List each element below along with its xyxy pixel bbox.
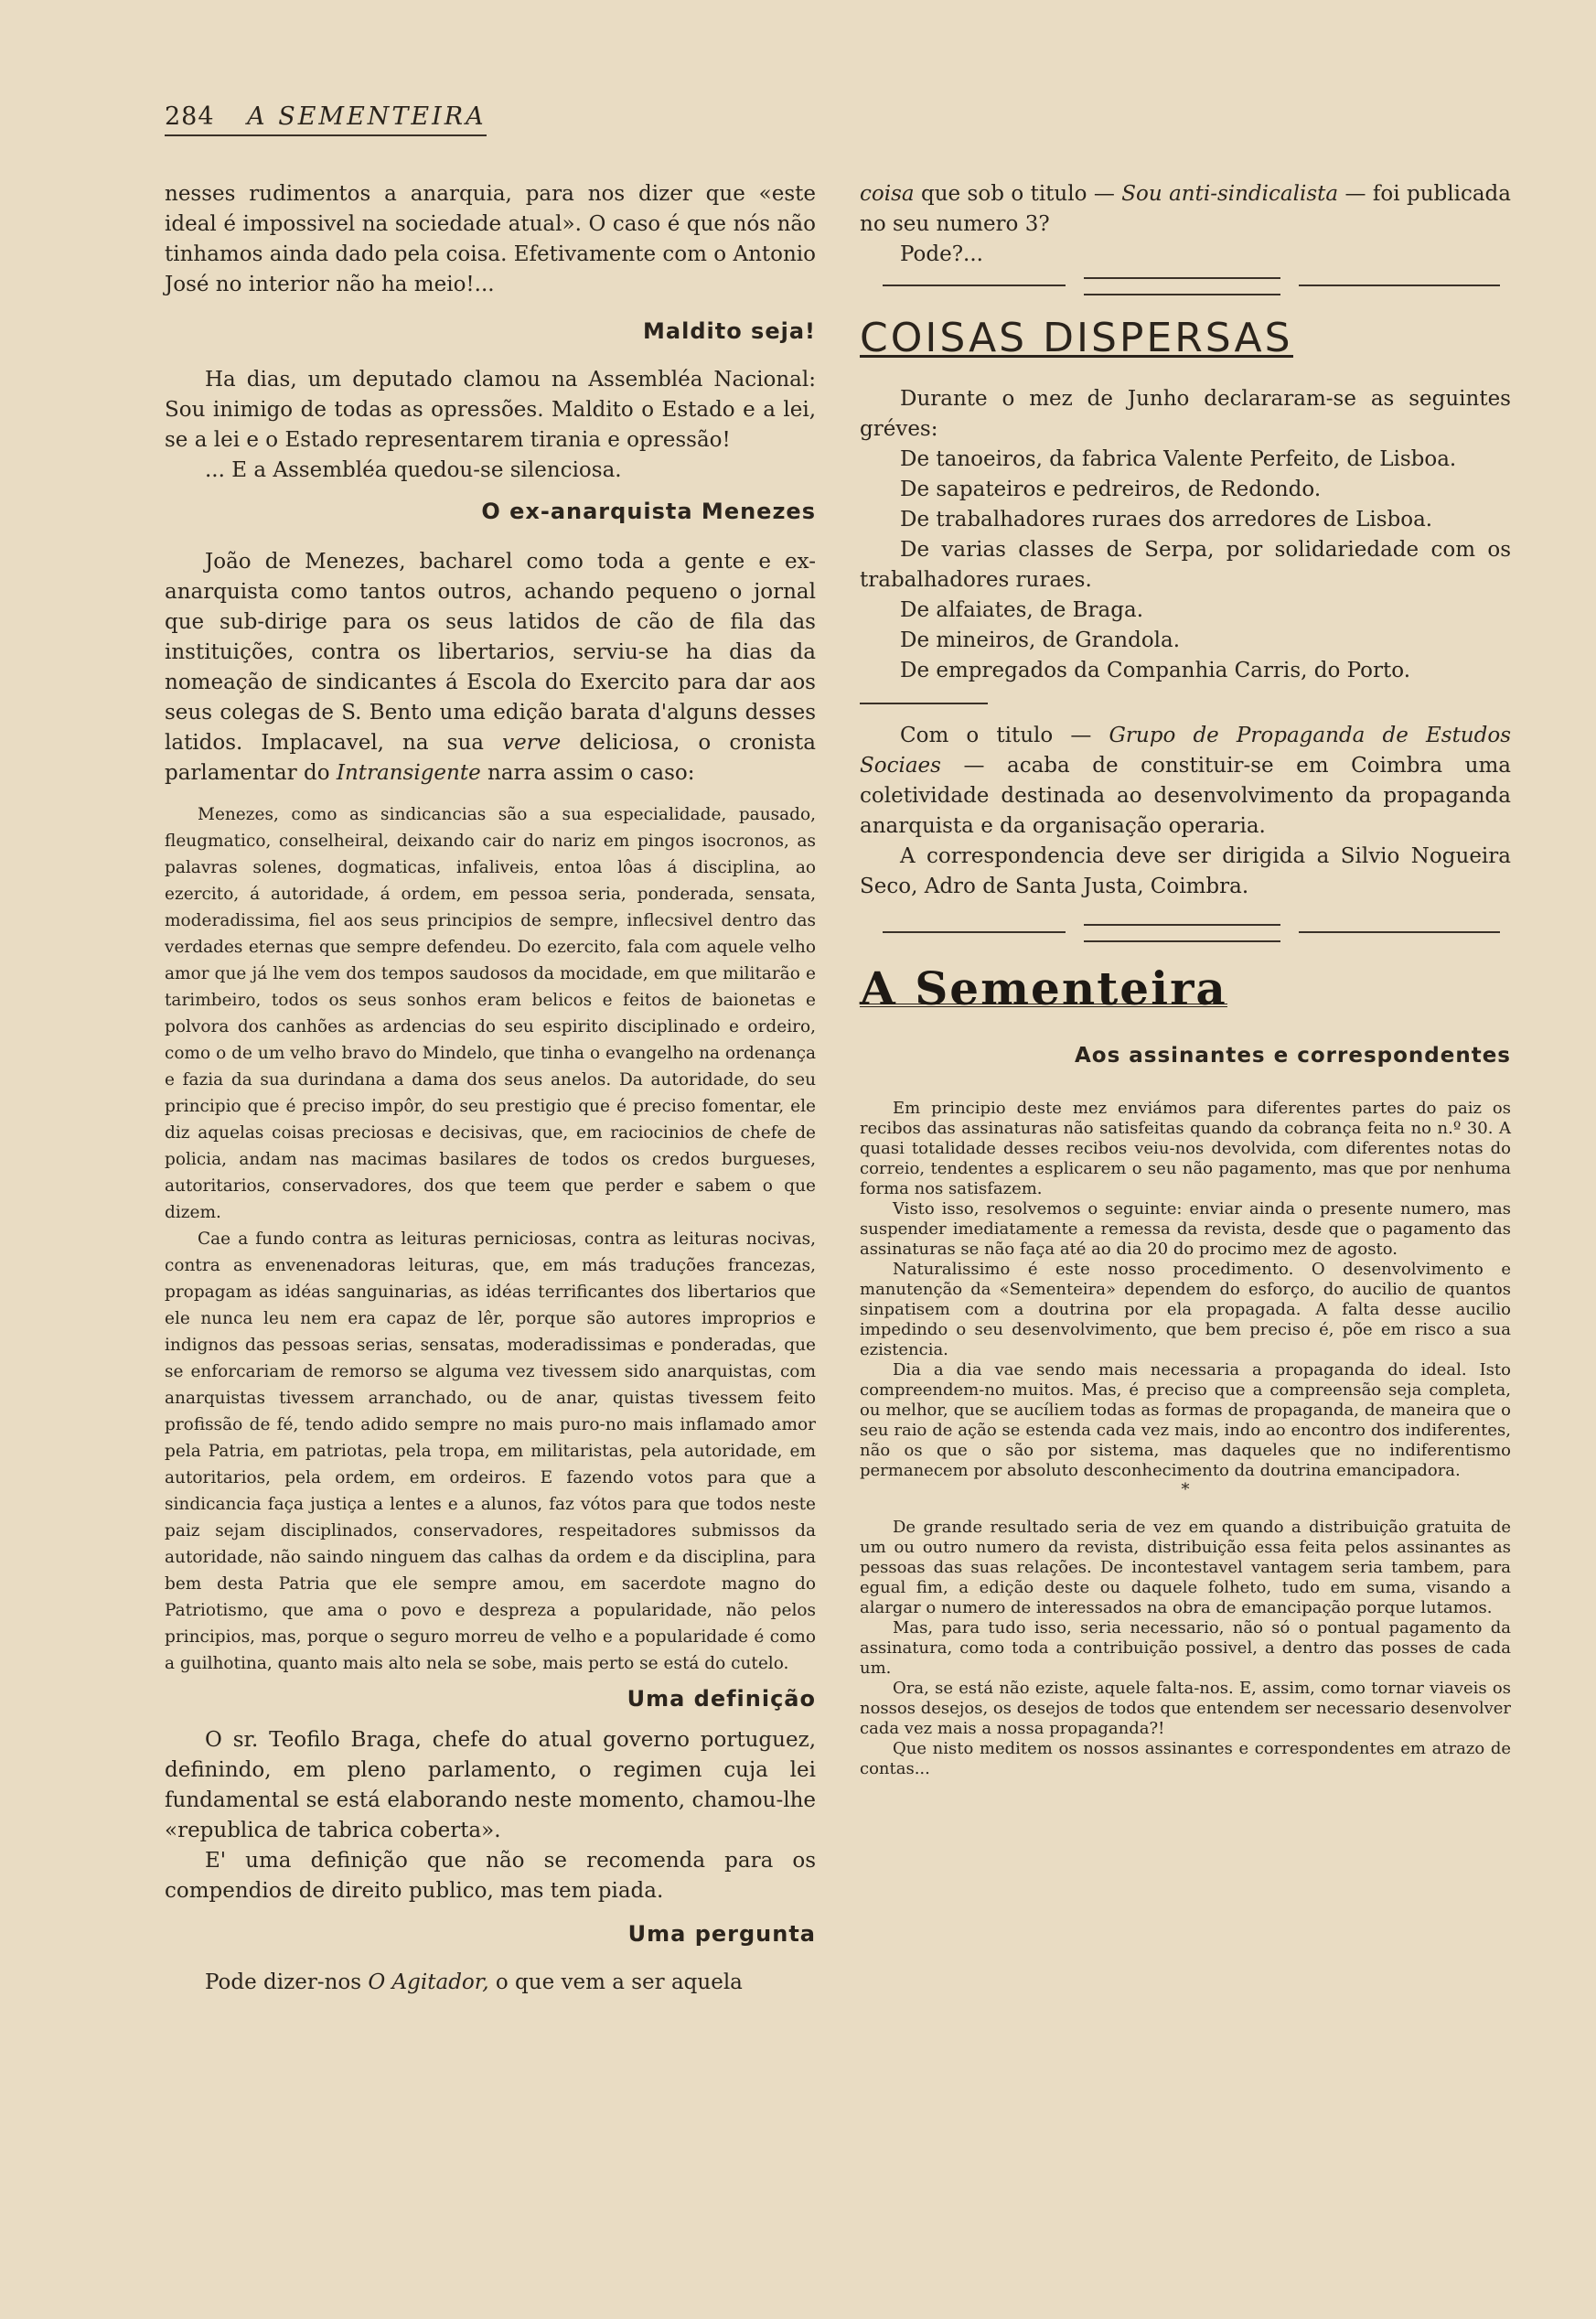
divider-rule [1299,931,1500,933]
definicao-paragraph-1: O sr. Teofilo Braga, chefe do atual governo portuguez, definindo, em pleno parlamento, o regimen cuja lei fundamental se está elaborando neste momento, chamou-lhe «republica de tabrica coberta». [165,1728,816,1842]
menezes-quote-1: Menezes, como as sindicancias são a sua especialidade, pausado, fleugmatico, conselheiral, deixando cair do nariz em pingos isocronos, as palavras solenes, dogmaticas, infaliveis, entoa lôas á disciplina, ao ezercito, á autoridade, á ordem, em pessoa seria, ponderada, sensata, moderadissima, fiel aos seus principios de sempre, inflecsivel dentro das verdades eternas que sempre defendeu. Do ezercito, fala com aquele velho amor que já lhe vem dos tempos saudosos da mocidade, em que militarão e tarimbeiro, todos os seus sonhos eram belicos e feitos de baionetas e polvora dos canhões as ardencias do seu espirito disciplinado e ordeiro, como o de um velho bravo do Mindelo, que tinha o evangelho na ordenança e fazia da sua durindana a dama dos seus anelos. Da autoridade, do seu principio que é preciso impôr, do seu prestigio que é preciso fomentar, ele diz aquelas coisas preciosas e decisivas, que, em raciocinios de chefe de policia, andam nas macimas basilares de todos os credos burgueses, autoritarios, conservadores, dos que teem que perder e sabem o que dizem. [165,805,816,1222]
coisas-intro: Durante o mez de Junho declararam-se as seguintes gréves: [860,387,1511,441]
coisas-dispersas-title: COISAS DISPERSAS [860,315,1293,361]
menezes-quote-2: Cae a fundo contra as leituras perniciosas, contra as leituras nocivas, contra as envenenadoras leituras, que, em más traduções francezas, propagam as idéas sanguinarias, as idéas terrificantes dos libertarios que ele nunca leu nem era capaz de lêr, porque são autores improprios e indignos das pessoas serias, sensatas, moderadissimas e ponderadas, que se enforcariam de remorso se alguma vez tivessem sido anarquistas, com anarquistas tivessem arranchado, ou de anar, quistas tivessem feito profissão de fé, tendo adido sempre no mais puro-no mais inflamado amor pela Patria, em patriotas, pela tropa, em militaristas, pela autoridade, em autoritarios, pela ordem, em ordeiros. E fazendo votos para que a sindicancia faça justiça a lentes e a alunos, faz vótos para que todos neste paiz sejam disciplinados, conservadores, respeitadores submissos da autoridade, não saindo ninguem das calhas da ordem e da disciplina, para bem desta Patria que ele sempre amou, em sacerdote magno do Patriotismo, que ama o povo e despreza a popularidade, não pelos principios, mas, porque o seguro morreu de velho e a popularidade é como a guilhotina, quanto mais alto nela se sobe, mais perto se está do cutelo. [165,1229,816,1673]
menezes-paragraph: João de Menezes, bacharel como toda a gente e ex-anarquista como tantos outros, achando pequeno o jornal que sub-dirige para os seus latidos de cão de fila das instituições, contra os libertarios, serviu-se ha dias da nomeação de sindicantes á Escola do Exercito para dar aos seus colegas de S. Bento uma edição barata d'alguns desses latidos. Implacavel, na sua verve deliciosa, o cronista parlamentar do Intransigente narra assim o caso: [165,550,816,785]
maldito-paragraph-2: ... E a Assembléa quedou-se silenciosa. [205,458,622,482]
section-divider-1 [860,270,1511,306]
assinantes-paragraph-2: Visto isso, resolvemos o seguinte: enviar ainda o presente numero, mas suspender imediatamente a remessa da revista, desde que o pagamento das assinaturas se não faça até ao dia 20 do procimo mez de agosto. [860,1199,1511,1259]
divider-rule [883,931,1066,933]
greve-item-2: De trabalhadores ruraes dos arredores de Lisboa. [900,508,1433,531]
divider-rule [1084,294,1280,295]
heading-uma-pergunta: Uma pergunta [627,1921,816,1947]
page-header [165,102,487,136]
assinantes-paragraph-5: De grande resultado seria de vez em quando a distribuição gratuita de um ou outro numero da revista, distribuição essa feita pelos assinantes as pessoas das suas relações. De incontestavel vantagem seria tambem, para egual fim, a edição deste ou daquele folheto, tudo em suma, visando a alargar o numero de interessados na obra de emancipação porque lutamos. [860,1518,1511,1617]
left-column [165,179,816,1998]
correspondencia-paragraph: A correspondencia deve ser dirigida a Silvio Nogueira Seco, Adro de Santa Justa, Coimbra. [860,844,1511,898]
greve-item-3: De varias classes de Serpa, por solidariedade com os trabalhadores ruraes. [860,538,1511,592]
pergunta-paragraph: Pode dizer-nos O Agitador, o que vem a ser aquela [205,1970,743,1994]
assinantes-paragraph-3: Naturalissimo é este nosso procedimento. O desenvolvimento e manutenção da «Sementeira» dependem do esforço, do aucilio de quantos sinpatisem com a doutrina por ela propagada. A falta desse aucilio impedindo o seu desenvolvimento, que bem preciso é, põe em risco a sua ezistencia. [860,1260,1511,1359]
divider-rule [883,285,1066,286]
assinantes-paragraph-1: Em principio deste mez enviámos para diferentes partes do paiz os recibos das assinaturas não satisfeitas quando da cobrança feita no n.º 30. A quasi totalidade desses recibos veiu-nos devolvida, com diferentes notas do correio, tendentes a esplicarem o seu não pagamento, mas que por nenhuma forma nos satisfazem. [860,1099,1511,1198]
running-title: A SEMENTEIRA [247,102,487,131]
section-divider-2 [860,902,1511,957]
maldito-paragraph-1: Ha dias, um deputado clamou na Assembléa Nacional: Sou inimigo de todas as opressões. Maldito o Estado e a lei, se a lei e o Estado representarem tirania e opressão! [165,368,816,452]
greve-item-5: De mineiros, de Grandola. [900,628,1181,652]
greve-item-1: De sapateiros e pedreiros, de Redondo. [900,478,1322,501]
heading-uma-definicao: Uma definição [627,1686,816,1712]
sementeira-logo: A Sementeira [860,961,1227,1015]
heading-aos-assinantes: Aos assinantes e correspondentes [1074,1044,1511,1068]
divider-rule [1084,924,1280,926]
assinantes-paragraph-4: Dia a dia vae sendo mais necessaria a propaganda do ideal. Isto compreendem-no muitos. Mas, é preciso que a compreensão seja completa, ou melhor, que se aucíliem todas as formas de propaganda, de maneira que o seu raio de ação se estenda cada vez mais, indo ao encontro dos indiferentes, não os que o são por sistema, mas daqueles que no indiferentismo permanecem por absoluto desconhecimento da doutrina emancipadora. [860,1360,1511,1480]
grupo-propaganda-paragraph: Com o titulo — Grupo de Propaganda de Estudos Sociaes — acaba de constituir-se em Coimbra uma coletividade destinada ao desenvolvimento da propaganda anarquista e da organisação operaria. [860,724,1511,838]
intro-paragraph: nesses rudimentos a anarquia, para nos dizer que «este ideal é impossivel na sociedade atual». O caso é que nós não tinhamos ainda dado pela coisa. Efetivamente com o Antonio José no interior não ha meio!... [165,182,816,296]
definicao-paragraph-2: E' uma definição que não se recomenda para os compendios de direito publico, mas tem piada. [165,1849,816,1903]
assinantes-paragraph-8: Que nisto meditem os nossos assinantes e correspondentes em atrazo de contas... [860,1739,1511,1778]
greve-item-0: De tanoeiros, da fabrica Valente Perfeito, de Lisboa. [900,447,1457,471]
greve-item-6: De empregados da Companhia Carris, do Porto. [900,659,1411,682]
heading-ex-anarquista: O ex-anarquista Menezes [481,499,816,524]
asterisk-separator: * [1181,1480,1190,1499]
assinantes-paragraph-6: Mas, para tudo isso, seria necessario, não só o pontual pagamento da assinatura, como toda a contribuição possivel, a dentro das posses de cada um. [860,1618,1511,1678]
pergunta-pode: Pode?... [900,242,983,266]
greve-item-4: De alfaiates, de Braga. [900,598,1144,622]
assinantes-paragraph-7: Ora, se está não eziste, aquele falta-nos. E, assim, como tornar viaveis os nossos desejos, os desejos de todos que entendem ser necessario desenvolver cada vez mais a nossa propaganda?! [860,1679,1511,1738]
heading-maldito-seja: Maldito seja! [643,318,816,344]
divider-rule [1084,277,1280,279]
page-number: 284 [165,102,215,131]
pergunta-continuation: coisa que sob o titulo — Sou anti-sindicalista — foi publicada no seu numero 3? [860,182,1511,236]
divider-rule [1299,285,1500,286]
right-column [860,179,1511,1779]
divider-rule [1084,940,1280,942]
